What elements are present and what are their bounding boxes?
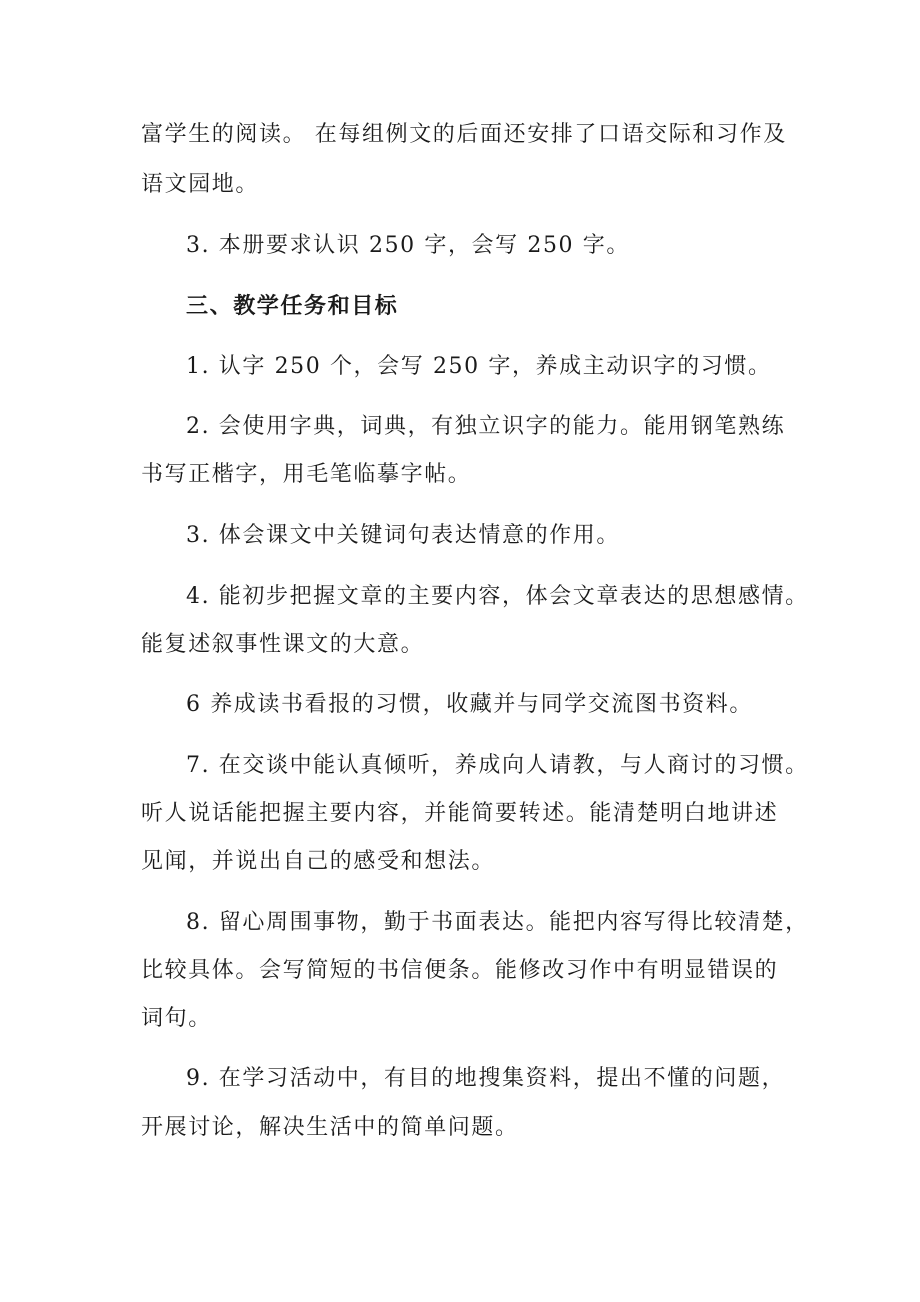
text-line: 见闻，并说出自己的感受和想法。	[141, 849, 496, 874]
text-line: 比较具体。会写简短的书信便条。能修改习作中有明显错误的	[141, 958, 779, 983]
text-line: 1. 认字 250 个，会写 250 字，养成主动识字的习惯。	[186, 354, 772, 379]
text-line: 富学生的阅读。 在每组例文的后面还安排了口语交际和习作及	[141, 122, 787, 147]
text-line: 3. 体会课文中关键词句表达情意的作用。	[186, 523, 620, 548]
text-line: 4. 能初步把握文章的主要内容，体会文章表达的思想感情。	[186, 584, 809, 609]
text-line: 7. 在交谈中能认真倾听，养成向人请教，与人商讨的习惯。	[186, 753, 809, 778]
text-line: 书写正楷字，用毛笔临摹字帖。	[141, 462, 472, 487]
text-line: 开展讨论，解决生活中的简单问题。	[141, 1115, 519, 1140]
text-line: 2. 会使用字典，词典，有独立识字的能力。能用钢笔熟练	[186, 414, 786, 439]
section-heading: 三、教学任务和目标	[186, 293, 399, 319]
text-line: 词句。	[141, 1006, 212, 1031]
text-line: 语文园地。	[141, 172, 260, 197]
text-line: 8. 留心周围事物，勤于书面表达。能把内容写得比较清楚，	[186, 910, 809, 935]
text-line: 6 养成读书看报的习惯，收藏并与同学交流图书资料。	[186, 692, 753, 717]
text-line: 3. 本册要求认识 250 字，会写 250 字。	[186, 233, 630, 258]
text-line: 9. 在学习活动中，有目的地搜集资料，提出不懂的问题，	[186, 1066, 786, 1091]
text-line: 听人说话能把握主要内容，并能简要转述。能清楚明白地讲述	[141, 801, 779, 826]
text-line: 能复述叙事性课文的大意。	[141, 632, 425, 657]
